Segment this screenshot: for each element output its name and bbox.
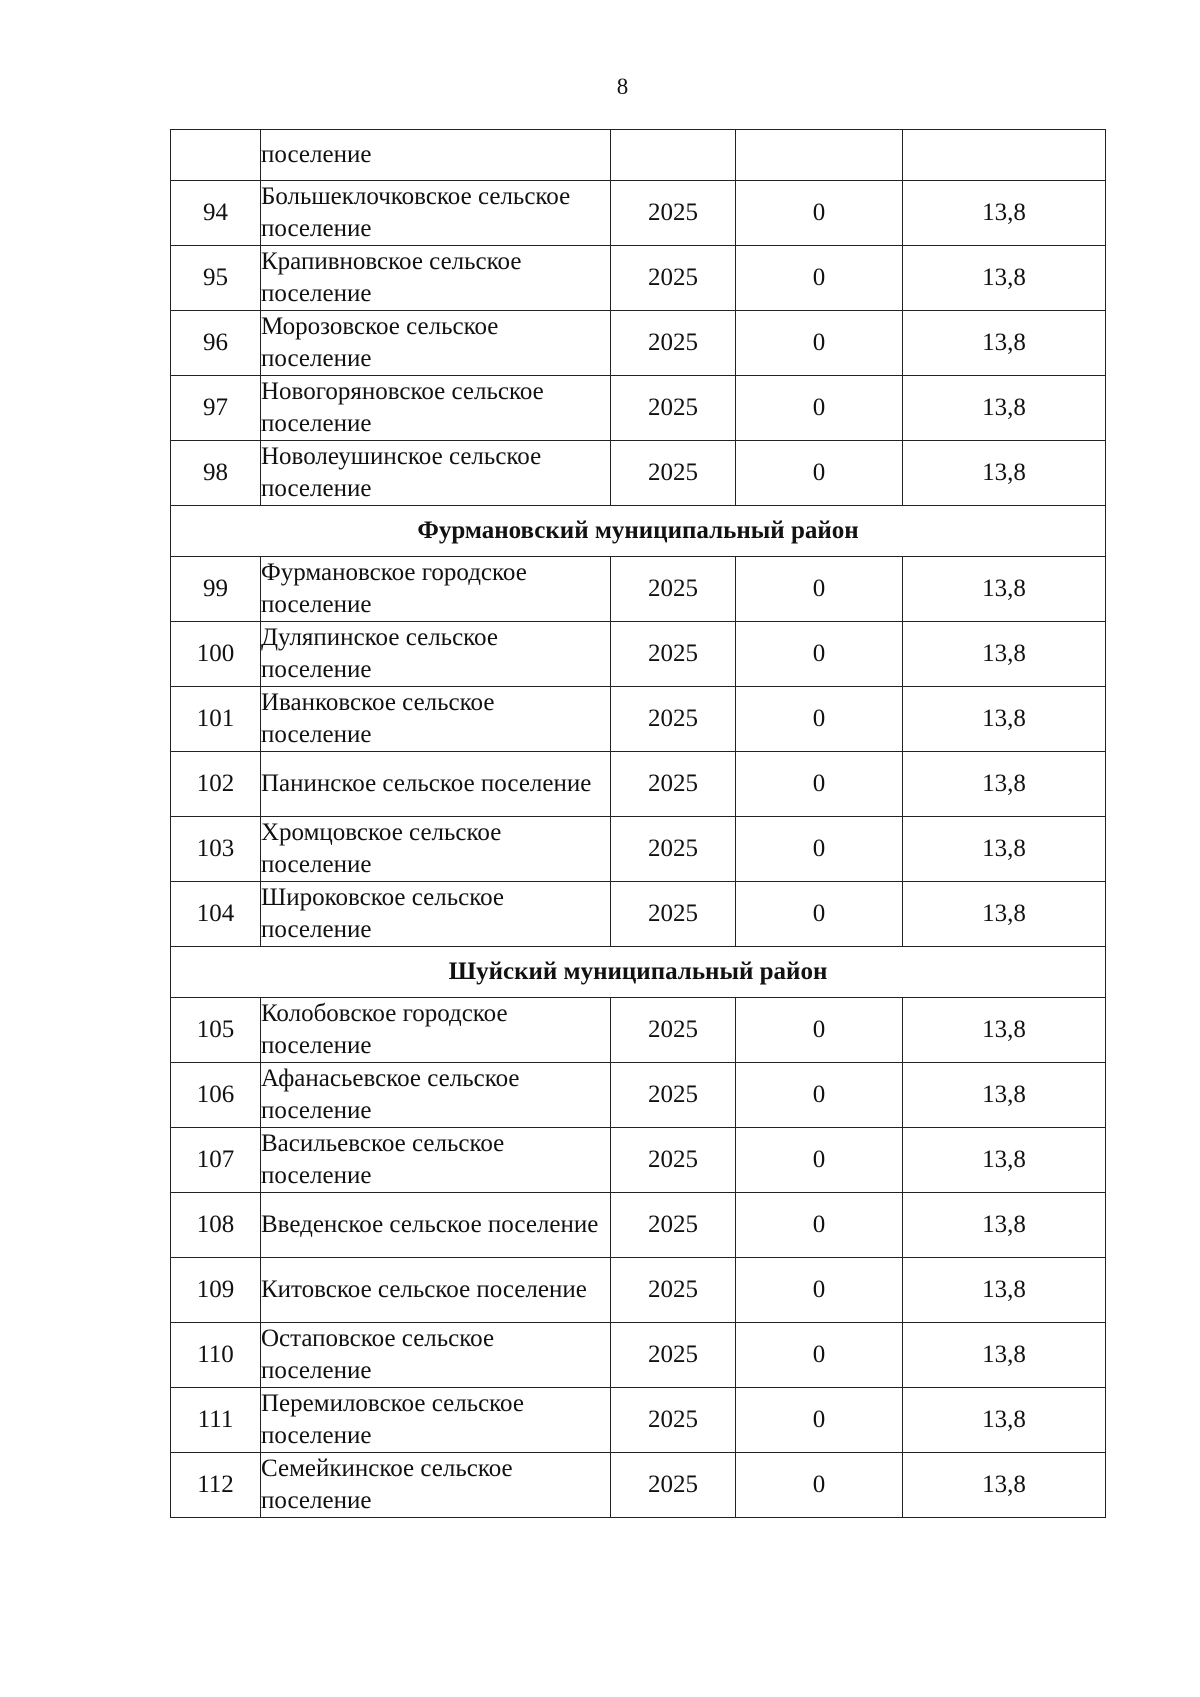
cell-value2: 13,8 xyxy=(903,1258,1106,1323)
table-row xyxy=(171,181,1106,246)
table-row xyxy=(171,246,1106,311)
cell-value2: 13,8 xyxy=(903,687,1106,752)
cell-value1: 0 xyxy=(736,687,903,752)
cell-name: Китовское сельское поселение xyxy=(261,1258,611,1323)
cell-value1: 0 xyxy=(736,998,903,1063)
cell-value2: 13,8 xyxy=(903,181,1106,246)
cell-value1: 0 xyxy=(736,376,903,441)
cell-number: 110 xyxy=(171,1323,261,1388)
cell-year: 2025 xyxy=(611,1258,736,1323)
cell-number xyxy=(171,130,261,181)
cell-name: Широковское сельское поселение xyxy=(261,882,611,947)
continuation-row xyxy=(171,130,1106,181)
cell-number: 103 xyxy=(171,817,261,882)
cell-value1: 0 xyxy=(736,246,903,311)
cell-value2: 13,8 xyxy=(903,557,1106,622)
cell-value1: 0 xyxy=(736,557,903,622)
cell-year: 2025 xyxy=(611,311,736,376)
cell-value2: 13,8 xyxy=(903,376,1106,441)
cell-value1: 0 xyxy=(736,752,903,817)
table-row xyxy=(171,882,1106,947)
table-body xyxy=(171,130,1106,1518)
cell-number: 102 xyxy=(171,752,261,817)
cell-value1: 0 xyxy=(736,1453,903,1518)
cell-name: Панинское сельское поселение xyxy=(261,752,611,817)
cell-name: Афанасьевское сельское поселение xyxy=(261,1063,611,1128)
cell-value1: 0 xyxy=(736,622,903,687)
cell-name: Остаповское сельское поселение xyxy=(261,1323,611,1388)
cell-year: 2025 xyxy=(611,882,736,947)
cell-year: 2025 xyxy=(611,817,736,882)
table-row xyxy=(171,1388,1106,1453)
cell-value1: 0 xyxy=(736,1258,903,1323)
table-row xyxy=(171,1063,1106,1128)
cell-name: Фурмановское городское поселение xyxy=(261,557,611,622)
cell-name: Морозовское сельское поселение xyxy=(261,311,611,376)
cell-year: 2025 xyxy=(611,376,736,441)
cell-value2: 13,8 xyxy=(903,1453,1106,1518)
cell-name: Большеклочковское сельское поселение xyxy=(261,181,611,246)
cell-year: 2025 xyxy=(611,752,736,817)
cell-value2: 13,8 xyxy=(903,622,1106,687)
cell-value2 xyxy=(903,130,1106,181)
cell-value1: 0 xyxy=(736,882,903,947)
cell-value1: 0 xyxy=(736,441,903,506)
cell-value2: 13,8 xyxy=(903,998,1106,1063)
table-row xyxy=(171,376,1106,441)
cell-value2: 13,8 xyxy=(903,246,1106,311)
cell-number: 111 xyxy=(171,1388,261,1453)
cell-year: 2025 xyxy=(611,1453,736,1518)
cell-year: 2025 xyxy=(611,1063,736,1128)
cell-name: Иванковское сельское поселение xyxy=(261,687,611,752)
cell-value2: 13,8 xyxy=(903,1193,1106,1258)
cell-name: Новолеушинское сельское поселение xyxy=(261,441,611,506)
table-row xyxy=(171,557,1106,622)
cell-number: 101 xyxy=(171,687,261,752)
cell-value2: 13,8 xyxy=(903,1063,1106,1128)
cell-name: Семейкинское сельское поселение xyxy=(261,1453,611,1518)
cell-value2: 13,8 xyxy=(903,311,1106,376)
cell-value1 xyxy=(736,130,903,181)
cell-name: Колобовское городское поселение xyxy=(261,998,611,1063)
cell-year: 2025 xyxy=(611,441,736,506)
cell-value2: 13,8 xyxy=(903,1388,1106,1453)
cell-year: 2025 xyxy=(611,557,736,622)
cell-value2: 13,8 xyxy=(903,1323,1106,1388)
cell-name: Новогоряновское сельское поселение xyxy=(261,376,611,441)
cell-year: 2025 xyxy=(611,622,736,687)
cell-value1: 0 xyxy=(736,1323,903,1388)
cell-number: 99 xyxy=(171,557,261,622)
cell-name: Крапивновское сельское поселение xyxy=(261,246,611,311)
table-row xyxy=(171,441,1106,506)
cell-value1: 0 xyxy=(736,1193,903,1258)
cell-name: Васильевское сельское поселение xyxy=(261,1128,611,1193)
cell-number: 100 xyxy=(171,622,261,687)
cell-name: Перемиловское сельское поселение xyxy=(261,1388,611,1453)
cell-value2: 13,8 xyxy=(903,817,1106,882)
cell-year: 2025 xyxy=(611,181,736,246)
table-row xyxy=(171,1453,1106,1518)
cell-year: 2025 xyxy=(611,1323,736,1388)
cell-value2: 13,8 xyxy=(903,441,1106,506)
table-row xyxy=(171,687,1106,752)
cell-number: 97 xyxy=(171,376,261,441)
cell-year: 2025 xyxy=(611,246,736,311)
cell-year: 2025 xyxy=(611,998,736,1063)
cell-number: 106 xyxy=(171,1063,261,1128)
table-row xyxy=(171,1258,1106,1323)
cell-value1: 0 xyxy=(736,1063,903,1128)
cell-number: 104 xyxy=(171,882,261,947)
cell-number: 105 xyxy=(171,998,261,1063)
cell-value1: 0 xyxy=(736,1128,903,1193)
section-row xyxy=(171,506,1106,557)
table-row xyxy=(171,1128,1106,1193)
cell-value2: 13,8 xyxy=(903,752,1106,817)
cell-number: 112 xyxy=(171,1453,261,1518)
cell-year: 2025 xyxy=(611,1128,736,1193)
cell-value2: 13,8 xyxy=(903,1128,1106,1193)
table-row xyxy=(171,998,1106,1063)
cell-value1: 0 xyxy=(736,1388,903,1453)
cell-name: Введенское сельское поселение xyxy=(261,1193,611,1258)
cell-year xyxy=(611,130,736,181)
cell-number: 108 xyxy=(171,1193,261,1258)
table-row xyxy=(171,752,1106,817)
table-row xyxy=(171,817,1106,882)
cell-name: Хромцовское сельское поселение xyxy=(261,817,611,882)
cell-number: 94 xyxy=(171,181,261,246)
cell-year: 2025 xyxy=(611,687,736,752)
settlements-table xyxy=(170,129,1106,1518)
cell-value2: 13,8 xyxy=(903,882,1106,947)
cell-name: поселение xyxy=(261,130,611,181)
cell-name: Дуляпинское сельское поселение xyxy=(261,622,611,687)
section-title: Шуйский муниципальный район xyxy=(171,947,1106,998)
table-row xyxy=(171,622,1106,687)
cell-year: 2025 xyxy=(611,1388,736,1453)
cell-value1: 0 xyxy=(736,181,903,246)
table-row xyxy=(171,1193,1106,1258)
cell-number: 109 xyxy=(171,1258,261,1323)
section-title: Фурмановский муниципальный район xyxy=(171,506,1106,557)
cell-year: 2025 xyxy=(611,1193,736,1258)
cell-value1: 0 xyxy=(736,817,903,882)
cell-number: 95 xyxy=(171,246,261,311)
cell-number: 96 xyxy=(171,311,261,376)
page-number: 8 xyxy=(616,74,629,99)
cell-number: 107 xyxy=(171,1128,261,1193)
section-row xyxy=(171,947,1106,998)
table-row xyxy=(171,1323,1106,1388)
cell-value1: 0 xyxy=(736,311,903,376)
cell-number: 98 xyxy=(171,441,261,506)
table-row xyxy=(171,311,1106,376)
